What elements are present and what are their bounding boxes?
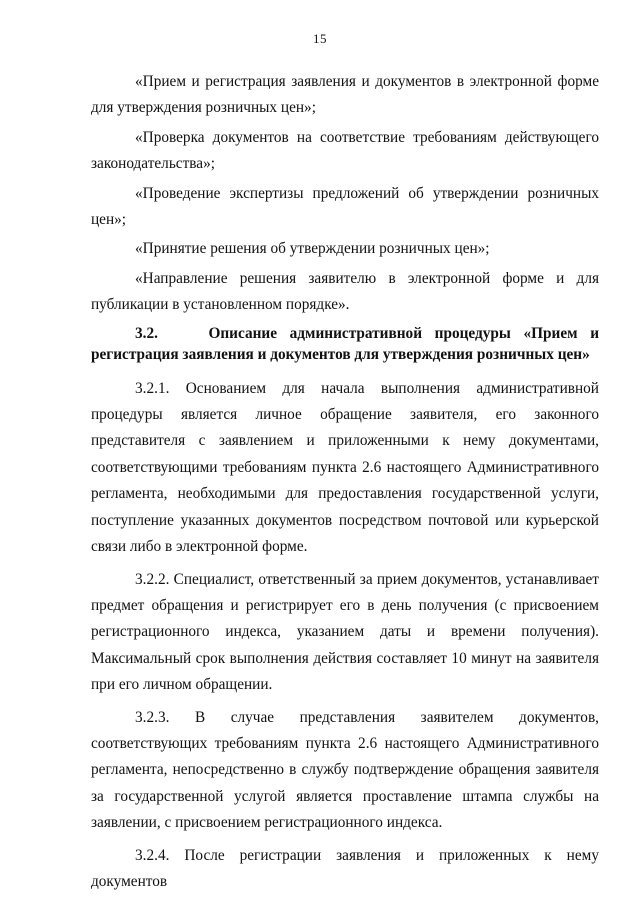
page-number: 15 <box>313 31 327 46</box>
list-item: «Направление решения заявителю в электронной форме и для публикации в установленном порядке». <box>91 269 599 314</box>
section-title: Описание административной процедуры «Прием и регистрация заявления и документов для утверждения розничных цен» <box>91 324 600 363</box>
paragraph: 3.2.4. После регистрации заявления и приложенных к нему документов <box>91 846 599 890</box>
page-content <box>91 69 599 895</box>
list-item: «Проведение экспертизы предложений об утверждении розничных цен»; <box>91 184 599 229</box>
list-item: «Принятие решения об утверждении розничных цен»; <box>135 240 490 258</box>
section-number: 3.2. <box>135 324 158 342</box>
paragraph: 3.2.1. Основанием для начала выполнения административной процедуры является личное обращение заявителя, его законного представителя с заявлением и приложенными к нему документами, соответствующими требованиям пункта 2.6 настоящего Административного регламента, необходимыми для предоставления государственной услуги, поступление указанных документов посредством почтовой или курьерской связи либо в электронной форме. <box>91 379 599 556</box>
section-heading <box>91 323 599 365</box>
list-item: «Проверка документов на соответствие требованиям действующего законодательства»; <box>91 128 599 173</box>
paragraph: 3.2.3. В случае представления заявителем документов, соответствующих требованиям пункта 2.6 настоящего Административного регламента, непосредственно в службу подтверждение обращения заявителя за государственной услугой является проставление штампа службы на заявлении, с присвоением регистрационного индекса. <box>91 708 599 832</box>
list-item: «Прием и регистрация заявления и документов в электронной форме для утверждения розничных цен»; <box>91 73 599 117</box>
spacer <box>91 365 599 376</box>
paragraph: 3.2.2. Специалист, ответственный за прием документов, устанавливает предмет обращения и регистрирует его в день получения (с присвоением регистрационного индекса, указанием даты и времени получения). Максимальный срок выполнения действия составляет 10 минут на заявителя при его личном обращении. <box>91 570 599 694</box>
